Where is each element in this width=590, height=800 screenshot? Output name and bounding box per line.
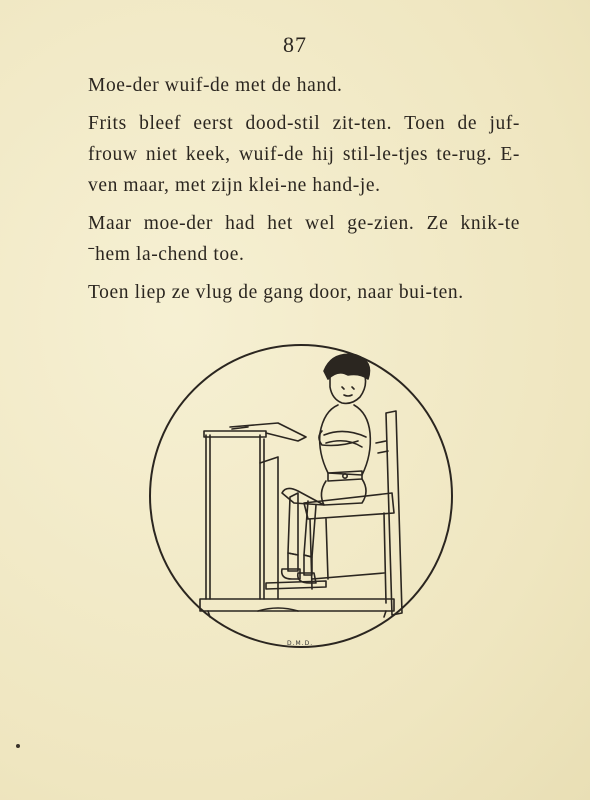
illustrator-signature: D.M.D. [287,640,314,647]
illustration-drawing [148,343,454,649]
speck-mark [16,744,20,748]
paragraph-1: Moe-der wuif-de met de hand. [88,75,343,96]
paragraph-2: Frits bleef eerst dood-stil zit-ten. Toen de juf-frouw niet keek, wuif-de hij stil-le-tjes te-rug. E-ven maar, met zijn klei-ne hand-je. [88,113,520,196]
illustration-boy-at-desk [148,343,454,649]
paragraph-3: Maar moe-der had het wel ge-zien. Ze knik-te ˉhem la-chend toe. [88,213,520,265]
page-number: 87 [283,32,307,57]
body-text [88,70,520,315]
paragraph-4: Toen liep ze vlug de gang door, naar bui-ten. [88,282,464,303]
